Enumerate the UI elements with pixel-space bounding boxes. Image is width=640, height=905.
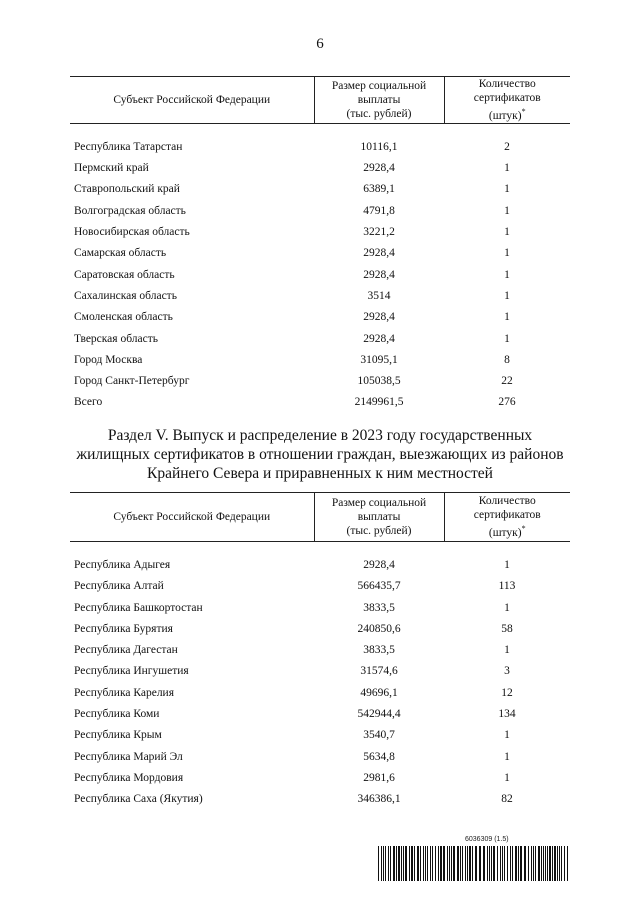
- row-payment-cell: 2928,4: [363, 332, 395, 345]
- row-count-cell: 3: [504, 665, 510, 678]
- row-count-cell: 1: [504, 247, 510, 260]
- table-row: [70, 265, 570, 286]
- row-payment-cell: 2981,6: [363, 771, 395, 784]
- barcode-icon: [378, 846, 570, 881]
- row-subject-cell: Город Москва: [74, 353, 143, 366]
- row-subject-cell: Республика Татарстан: [74, 140, 183, 153]
- row-count-cell: 58: [501, 622, 513, 635]
- row-count-cell: 82: [501, 793, 513, 806]
- table-row: [70, 640, 570, 661]
- table-row: [70, 598, 570, 619]
- table-header-row: [70, 77, 570, 124]
- table-row: [70, 201, 570, 222]
- table-row: [70, 725, 570, 746]
- row-payment-cell: 3514: [367, 289, 391, 302]
- row-subject-cell: Республика Бурятия: [74, 622, 173, 635]
- row-count-cell: 1: [504, 771, 510, 784]
- table-row: [70, 243, 570, 264]
- table-row: [70, 392, 570, 413]
- table-row: [70, 307, 570, 328]
- row-payment-cell: 49696,1: [360, 686, 398, 699]
- table-row: [70, 286, 570, 307]
- column-header-payment: Размер социальной выплаты (тыс. рублей): [314, 493, 444, 542]
- row-payment-cell: 2149961,5: [354, 396, 404, 409]
- row-payment-cell: 566435,7: [357, 580, 401, 593]
- table-body: [70, 542, 570, 811]
- row-payment-cell: 3221,2: [363, 226, 395, 239]
- column-header-count: Количество сертификатов (штук)*: [444, 77, 570, 124]
- table-row: [70, 747, 570, 768]
- row-payment-cell: 2928,4: [363, 247, 395, 260]
- row-payment-cell: 2928,4: [363, 162, 395, 175]
- row-subject-cell: Самарская область: [74, 247, 167, 260]
- row-payment-cell: 10116,1: [360, 140, 398, 153]
- row-count-cell: 1: [504, 311, 510, 324]
- row-subject-cell: Республика Коми: [74, 708, 160, 721]
- table-row: [70, 329, 570, 350]
- row-count-cell: 2: [504, 140, 510, 153]
- row-subject-cell: Город Санкт-Петербург: [74, 375, 190, 388]
- table-row: [70, 555, 570, 576]
- row-payment-cell: 6389,1: [363, 183, 395, 196]
- row-payment-cell: 2928,4: [363, 268, 395, 281]
- row-subject-cell: Тверская область: [74, 332, 158, 345]
- row-payment-cell: 2928,4: [363, 559, 395, 571]
- table-row: [70, 158, 570, 179]
- section-heading: [60, 426, 580, 483]
- table-row: [70, 222, 570, 243]
- row-count-cell: 1: [504, 204, 510, 217]
- table-row: [70, 179, 570, 200]
- row-count-cell: 1: [504, 268, 510, 281]
- table-row: [70, 789, 570, 810]
- certificates-table-2: [70, 492, 570, 811]
- row-subject-cell: Республика Ингушетия: [74, 665, 189, 678]
- column-header-subject: Субъект Российской Федерации: [70, 493, 314, 542]
- table-spacer-row: [70, 542, 570, 556]
- row-subject-cell: Саратовская область: [74, 268, 175, 281]
- row-count-cell: 134: [498, 708, 516, 721]
- table-row: [70, 619, 570, 640]
- row-count-cell: 276: [498, 396, 516, 409]
- column-header-count: Количество сертификатов (штук)*: [444, 493, 570, 542]
- row-subject-cell: Республика Марий Эл: [74, 750, 183, 763]
- row-count-cell: 1: [504, 162, 510, 175]
- table-row: [70, 576, 570, 597]
- row-count-cell: 1: [504, 332, 510, 345]
- row-subject-cell: Ставропольский край: [74, 183, 180, 196]
- row-subject-cell: Новосибирская область: [74, 226, 190, 239]
- row-count-cell: 1: [504, 183, 510, 196]
- row-payment-cell: 5634,8: [363, 750, 395, 763]
- row-count-cell: 1: [504, 644, 510, 657]
- table-row: [70, 371, 570, 392]
- row-payment-cell: 2928,4: [363, 311, 395, 324]
- row-subject-cell: Сахалинская область: [74, 289, 177, 302]
- row-payment-cell: 31095,1: [360, 353, 398, 366]
- table-spacer-row: [70, 123, 570, 137]
- row-subject-cell: Республика Дагестан: [74, 644, 178, 657]
- row-payment-cell: 4791,8: [363, 204, 395, 217]
- table-row: [70, 704, 570, 725]
- row-subject-cell: Республика Крым: [74, 729, 162, 742]
- row-count-cell: 1: [504, 226, 510, 239]
- section-heading-line: жилищных сертификатов в отношении граждан, выезжающих из районов: [76, 446, 564, 463]
- row-count-cell: 113: [498, 580, 516, 593]
- row-payment-cell: 346386,1: [357, 793, 401, 806]
- row-payment-cell: 105038,5: [357, 375, 401, 388]
- table-row: [70, 350, 570, 371]
- section-heading-line: Раздел V. Выпуск и распределение в 2023 году государственных: [107, 427, 533, 444]
- row-subject-cell: Республика Мордовия: [74, 771, 184, 784]
- row-count-cell: 1: [504, 559, 510, 571]
- page-number: 6: [316, 36, 324, 52]
- row-payment-cell: 240850,6: [357, 622, 401, 635]
- row-count-cell: 1: [504, 750, 510, 763]
- table-body: [70, 123, 570, 413]
- row-count-cell: 22: [501, 375, 513, 388]
- column-header-payment: Размер социальной выплаты (тыс. рублей): [314, 77, 444, 124]
- row-payment-cell: 31574,6: [360, 665, 398, 678]
- row-payment-cell: 3540,7: [363, 729, 395, 742]
- row-subject-cell: Республика Адыгея: [74, 559, 171, 571]
- table-header-row: [70, 493, 570, 542]
- table-row: [70, 661, 570, 682]
- row-subject-cell: Всего: [74, 396, 103, 409]
- table-row: [70, 137, 570, 158]
- row-subject-cell: Республика Башкортостан: [74, 601, 203, 614]
- row-count-cell: 1: [504, 601, 510, 614]
- column-header-subject: Субъект Российской Федерации: [70, 77, 314, 124]
- row-count-cell: 8: [504, 353, 510, 366]
- row-payment-cell: 3833,5: [363, 644, 395, 657]
- row-subject-cell: Республика Саха (Якутия): [74, 793, 203, 806]
- table-row: [70, 683, 570, 704]
- row-subject-cell: Пермский край: [74, 162, 149, 175]
- table-row: [70, 768, 570, 789]
- row-count-cell: 1: [504, 289, 510, 302]
- row-payment-cell: 3833,5: [363, 601, 395, 614]
- row-subject-cell: Республика Карелия: [74, 686, 175, 699]
- row-payment-cell: 542944,4: [357, 708, 401, 721]
- row-subject-cell: Смоленская область: [74, 311, 173, 324]
- row-subject-cell: Волгоградская область: [74, 204, 186, 217]
- section-heading-line: Крайнего Севера и приравненных к ним местностей: [147, 465, 493, 482]
- row-subject-cell: Республика Алтай: [74, 580, 164, 593]
- row-count-cell: 1: [504, 729, 510, 742]
- barcode-caption: 6036309 (1.5): [465, 836, 509, 843]
- row-count-cell: 12: [501, 686, 513, 699]
- certificates-table-1: [70, 76, 570, 414]
